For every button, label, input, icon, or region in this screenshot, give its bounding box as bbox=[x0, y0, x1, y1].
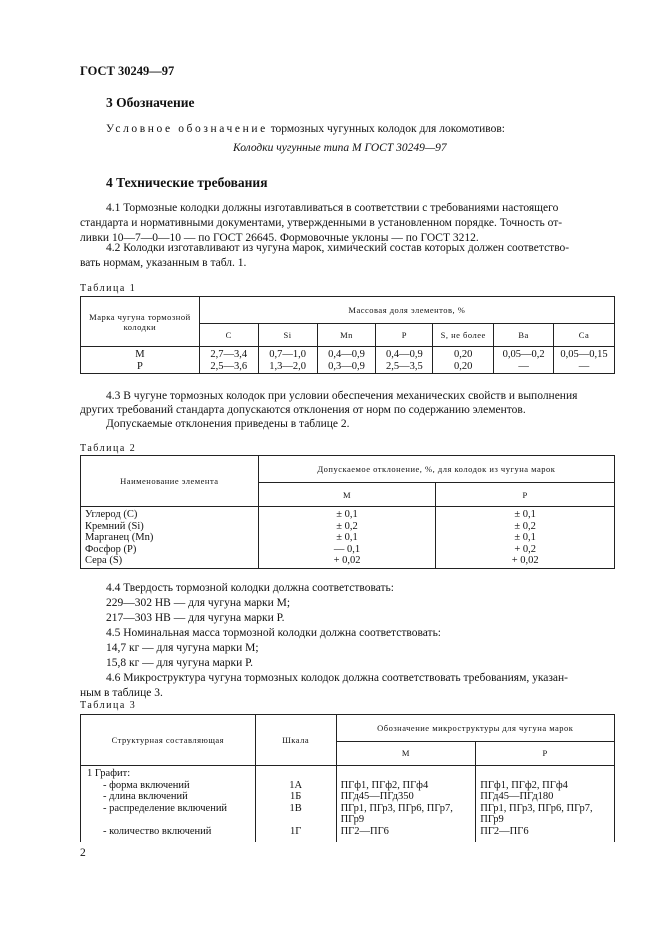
table-1-cell: 2,5—3,6 bbox=[210, 360, 248, 372]
table-1-cell: М bbox=[135, 349, 145, 360]
table-2-row-name: Марганец (Mn) bbox=[85, 532, 154, 543]
table-3-body bbox=[81, 766, 615, 842]
table-1-cell: 1,3—2,0 bbox=[269, 360, 306, 372]
table-3-group-title: 1 Графит: bbox=[87, 768, 131, 779]
table-1-cell: — bbox=[518, 360, 529, 372]
table-3-cell: 1Б bbox=[290, 791, 302, 802]
table-3-row-name: - распределение включений bbox=[103, 802, 228, 814]
table-1-group-header: Массовая доля элементов, % bbox=[199, 297, 614, 324]
table-2-caption: Таблица 2 bbox=[80, 443, 137, 454]
table-3-cell: ПГр1, ПГр3, ПГр6, ПГр7, bbox=[480, 802, 593, 814]
paragraph-4-4-line-1: 4.4 Твердость тормозной колодки должна соответствовать: bbox=[106, 582, 394, 594]
table-2-row-name: Сера (S) bbox=[85, 555, 123, 566]
section-4-title: 4 Технические требования bbox=[106, 175, 268, 190]
table-3-cell: ПГр1, ПГр3, ПГр6, ПГр7, bbox=[340, 802, 453, 814]
table-3-cell: ПГр9 bbox=[340, 814, 365, 825]
table-3-cell: 1Г bbox=[289, 825, 302, 837]
paragraph-4-2-line-2: вать нормам, указанным в табл. 1. bbox=[80, 257, 247, 269]
paragraph-4-3-line-2: других требований стандарта допускаются отклонения от норм по содержанию элементов. bbox=[80, 404, 526, 416]
table-1-cell: 0,4—0,9 bbox=[328, 349, 365, 360]
paragraph-4-6-line-2: ным в таблице 3. bbox=[80, 687, 163, 699]
table-1-caption: Таблица 1 bbox=[80, 283, 137, 294]
table-2-cell: ± 0,2 bbox=[514, 520, 536, 532]
table-1-cell: Р bbox=[136, 360, 143, 372]
table-3-row-name: - количество включений bbox=[103, 825, 212, 837]
table-1-cell: 0,05—0,15 bbox=[560, 349, 608, 360]
table-3-group-header: Обозначение микроструктуры для чугуна марок bbox=[336, 715, 614, 742]
table-1-col-ca: Ca bbox=[554, 324, 615, 347]
table-1 bbox=[80, 296, 615, 374]
table-1-cell: 2,5—3,5 bbox=[385, 360, 423, 372]
table-2-row-name: Углерод (С) bbox=[85, 509, 138, 520]
paragraph-4-3-line-1: 4.3 В чугуне тормозных колодок при условии обеспечения механических свойств и выполнения bbox=[106, 390, 578, 402]
table-1-col-s: S, не более bbox=[433, 324, 494, 347]
designation-example: Колодки чугунные типа М ГОСТ 30249—97 bbox=[233, 142, 447, 154]
table-1-col-c: C bbox=[199, 324, 258, 347]
table-1-cell: 0,05—0,2 bbox=[502, 349, 545, 360]
table-1-body bbox=[81, 347, 615, 374]
table-3-cell: ПГф1, ПГф2, ПГф4 bbox=[480, 779, 568, 791]
section-3-text bbox=[106, 122, 505, 137]
table-2-cell: + 0,02 bbox=[333, 555, 361, 566]
paragraph-4-5-line-2: 14,7 кг — для чугуна марки М; bbox=[106, 642, 259, 654]
paragraph-4-5-line-1: 4.5 Номинальная масса тормозной колодки должна соответствовать: bbox=[106, 627, 442, 639]
table-2-cell: + 0,2 bbox=[514, 543, 536, 555]
table-1-cell: 0,7—1,0 bbox=[269, 349, 306, 360]
table-2-col-r: Р bbox=[436, 483, 615, 507]
section-3-title: 3 Обозначение bbox=[106, 95, 195, 110]
table-3-row-name: - форма включений bbox=[103, 779, 190, 791]
table-3-row-name bbox=[87, 814, 253, 826]
paragraph-4-3-line-3: Допускаемые отклонения приведены в таблице 2. bbox=[106, 418, 350, 430]
table-1-col-si: Si bbox=[258, 324, 317, 347]
table-2-row-name: Фосфор (Р) bbox=[85, 543, 137, 555]
table-3-cell: ПГд45—ПГд180 bbox=[480, 791, 554, 802]
spaced-term: Условное обозначение bbox=[106, 123, 268, 135]
paragraph-4-6-line-1: 4.6 Микроструктура чугуна тормозных колодок должна соответствовать требованиям, указан- bbox=[106, 672, 569, 684]
table-1-col-ba: Ba bbox=[494, 324, 554, 347]
table-2-name-header: Наименование элемента bbox=[81, 456, 259, 507]
table-3-cell: ПГд45—ПГд350 bbox=[340, 791, 414, 802]
table-3-cell: ПГ2—ПГ6 bbox=[480, 825, 529, 837]
table-2-cell: ± 0,1 bbox=[336, 532, 358, 543]
table-3-cell: 1А bbox=[289, 779, 303, 791]
section-3-text-rest: тормозных чугунных колодок для локомотивов: bbox=[267, 123, 506, 135]
table-1-cell: 0,3—0,9 bbox=[328, 360, 365, 372]
paragraph-4-1-line-3: ливки 10—7—0—10 — по ГОСТ 26645. Формовочные уклоны — по ГОСТ 3212. bbox=[80, 232, 479, 244]
table-3-cell: 1В bbox=[289, 802, 302, 814]
table-3 bbox=[80, 714, 615, 842]
paragraph-4-1-line-2: стандарта и нормативными документами, утвержденными в установленном порядке. Точность от- bbox=[80, 217, 563, 229]
table-3-col-r: Р bbox=[476, 741, 615, 765]
table-3-row-name: - длина включений bbox=[103, 791, 188, 802]
table-2 bbox=[80, 455, 615, 569]
table-3-component-header: Структурная составляющая bbox=[81, 715, 256, 766]
table-1-col-mn: Mn bbox=[317, 324, 376, 347]
table-3-scale-header: Шкала bbox=[255, 715, 336, 766]
table-1-cell: — bbox=[578, 360, 590, 372]
paragraph-4-4-line-2: 229—302 НВ — для чугуна марки М; bbox=[106, 597, 291, 609]
paragraph-4-1-line-1: 4.1 Тормозные колодки должны изготавливаться в соответствии с требованиями настоящего bbox=[106, 202, 559, 214]
table-2-group-header: Допускаемое отклонение, %, для колодок из чугуна марок bbox=[258, 456, 614, 483]
table-1-cell: 2,7—3,4 bbox=[210, 349, 248, 360]
table-3-cell bbox=[258, 814, 334, 826]
table-2-cell: ± 0,1 bbox=[514, 532, 536, 543]
paragraph-4-2-line-1: 4.2 Колодки изготавливают из чугуна марок, химический состав которых должен соответство- bbox=[106, 242, 570, 254]
paragraph-4-4-line-3: 217—303 НВ — для чугуна марки Р. bbox=[106, 612, 285, 624]
page-number: 2 bbox=[80, 847, 86, 859]
document-header: ГОСТ 30249—97 bbox=[80, 64, 175, 78]
table-3-caption: Таблица 3 bbox=[80, 700, 137, 711]
table-2-body bbox=[81, 507, 615, 569]
paragraph-4-5-line-3: 15,8 кг — для чугуна марки Р. bbox=[106, 657, 253, 669]
table-3-cell: ПГф1, ПГф2, ПГф4 bbox=[340, 779, 429, 791]
table-1-grade-header: Марка чугуна тормозной колодки bbox=[81, 297, 200, 347]
table-3-col-m: М bbox=[336, 741, 476, 765]
table-3-cell: ПГр9 bbox=[480, 814, 504, 825]
table-2-col-m: М bbox=[258, 483, 436, 507]
table-1-cell: 0,20 bbox=[454, 349, 473, 360]
table-2-row-name: Кремний (Si) bbox=[85, 520, 144, 532]
table-2-cell: ± 0,1 bbox=[514, 509, 536, 520]
table-1-cell: 0,4—0,9 bbox=[385, 349, 423, 360]
table-2-cell: ± 0,1 bbox=[336, 509, 358, 520]
table-3-cell: ПГ2—ПГ6 bbox=[340, 825, 389, 837]
table-2-cell: ± 0,2 bbox=[336, 520, 358, 532]
table-1-col-p: P bbox=[376, 324, 433, 347]
table-1-cell: 0,20 bbox=[454, 360, 473, 372]
table-2-cell: + 0,02 bbox=[511, 555, 539, 566]
table-2-cell: — 0,1 bbox=[333, 543, 361, 555]
